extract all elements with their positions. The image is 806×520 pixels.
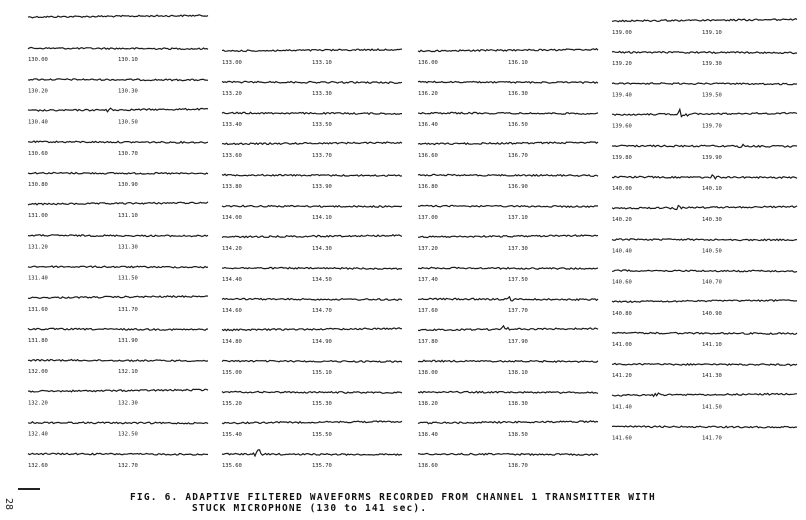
waveform-trace: [222, 112, 402, 128]
waveform-line: [222, 421, 402, 424]
trace-start-time: 136.20: [418, 91, 438, 97]
trace-end-time: 130.70: [118, 150, 138, 157]
trace-end-time: 134.70: [312, 308, 332, 314]
trace-end-time: 138.70: [508, 463, 528, 469]
waveform-line: [28, 453, 208, 455]
waveform-line: [222, 391, 402, 393]
trace-end-time: 134.30: [312, 246, 332, 252]
waveform-trace: [418, 112, 598, 128]
waveform-line: [418, 174, 598, 176]
trace-end-time: 136.30: [508, 91, 528, 97]
trace-start-time: 141.60: [612, 435, 632, 442]
trace-start-time: 136.80: [418, 184, 438, 190]
trace-end-time: 137.70: [508, 308, 528, 314]
trace-end-time: 130.10: [118, 57, 138, 64]
waveform-trace: [222, 81, 402, 97]
waveform-trace: [222, 360, 402, 376]
page-number: 28: [3, 498, 14, 511]
trace-start-time: 138.40: [418, 432, 438, 438]
waveform-trace: [222, 174, 402, 190]
waveform-trace: [222, 328, 402, 345]
waveform-line: [28, 47, 208, 49]
waveform-line: [222, 360, 402, 362]
trace-end-time: 132.10: [118, 369, 138, 376]
waveform-trace: [418, 267, 598, 283]
waveform-trace: [28, 15, 208, 18]
trace-start-time: 132.00: [28, 369, 48, 376]
waveform-trace: [418, 174, 598, 190]
trace-end-time: 137.90: [508, 339, 528, 345]
waveform-line: [28, 235, 208, 237]
trace-start-time: 134.00: [222, 215, 242, 221]
trace-end-time: 134.10: [312, 215, 332, 221]
waveform-panel-2: [222, 49, 402, 469]
trace-start-time: 139.20: [612, 61, 632, 68]
waveform-line: [222, 267, 402, 269]
waveform-trace: [222, 298, 402, 314]
waveform-line: [418, 297, 598, 301]
waveform-line: [418, 360, 598, 362]
trace-end-time: 137.50: [508, 277, 528, 283]
trace-end-time: 141.30: [702, 373, 722, 380]
waveform-line: [222, 205, 402, 207]
waveform-trace: [28, 172, 208, 188]
waveform-trace: [222, 391, 402, 407]
waveform-trace: [222, 267, 402, 283]
trace-end-time: 133.10: [312, 60, 332, 66]
waveform-line: [418, 49, 598, 52]
trace-start-time: 140.00: [612, 186, 632, 192]
trace-start-time: 138.20: [418, 401, 438, 407]
waveform-trace: [28, 422, 208, 438]
trace-end-time: 138.10: [508, 370, 528, 376]
waveform-line: [222, 174, 402, 176]
caption-line-1: FIG. 6. ADAPTIVE FILTERED WAVEFORMS RECORDED FROM CHANNEL 1 TRANSMITTER WITH: [130, 492, 656, 503]
trace-end-time: 135.70: [312, 463, 332, 469]
trace-end-time: 136.10: [508, 60, 528, 66]
trace-end-time: 140.10: [702, 186, 722, 192]
waveform-trace: [418, 421, 598, 438]
waveform-line: [28, 296, 208, 299]
trace-end-time: 137.10: [508, 215, 528, 221]
trace-start-time: 135.00: [222, 370, 242, 376]
waveform-line: [418, 453, 598, 455]
waveform-trace: [418, 205, 598, 221]
trace-end-time: 132.70: [118, 462, 138, 469]
trace-end-time: 131.90: [118, 338, 138, 344]
trace-start-time: 134.60: [222, 308, 242, 314]
waveform-trace: [418, 142, 598, 159]
trace-start-time: 139.40: [612, 92, 632, 99]
trace-end-time: 139.70: [702, 123, 722, 130]
waveform-panel-4: [612, 19, 797, 442]
waveform-line: [28, 266, 208, 268]
trace-start-time: 137.20: [418, 246, 438, 252]
trace-start-time: 136.40: [418, 122, 438, 128]
waveform-trace: [612, 19, 797, 36]
waveform-line: [222, 142, 402, 145]
waveform-trace: [28, 79, 208, 95]
waveform-line: [222, 49, 402, 52]
trace-start-time: 130.00: [28, 57, 48, 64]
trace-start-time: 133.00: [222, 60, 242, 66]
trace-end-time: 135.50: [312, 432, 332, 438]
waveform-line: [28, 360, 208, 362]
waveform-trace: [28, 141, 208, 157]
waveform-line: [418, 205, 598, 207]
waveform-line: [28, 389, 208, 392]
waveform-trace: [612, 206, 797, 224]
scale-bar: [18, 488, 40, 490]
waveform-trace: [28, 266, 208, 282]
trace-end-time: 137.30: [508, 246, 528, 252]
figure-caption: [130, 492, 656, 514]
waveform-trace: [612, 270, 797, 286]
waveform-trace: [612, 51, 797, 67]
waveform-line: [28, 172, 208, 174]
trace-end-time: 134.50: [312, 277, 332, 283]
trace-end-time: 138.50: [508, 432, 528, 438]
waveform-line: [612, 332, 797, 334]
waveform-line: [612, 206, 797, 210]
trace-start-time: 137.60: [418, 308, 438, 314]
trace-start-time: 135.20: [222, 401, 242, 407]
trace-start-time: 140.60: [612, 279, 632, 286]
trace-start-time: 141.20: [612, 373, 632, 380]
trace-end-time: 136.90: [508, 184, 528, 190]
waveform-line: [222, 112, 402, 114]
trace-start-time: 130.20: [28, 88, 48, 95]
trace-end-time: 139.30: [702, 61, 722, 68]
trace-end-time: 135.10: [312, 370, 332, 376]
trace-start-time: 133.20: [222, 91, 242, 97]
trace-end-time: 130.90: [118, 182, 138, 188]
trace-start-time: 140.20: [612, 217, 632, 224]
waveform-panel-1: [28, 15, 208, 482]
trace-end-time: 141.10: [702, 342, 722, 348]
trace-start-time: 133.80: [222, 184, 242, 190]
trace-end-time: 131.30: [118, 244, 138, 251]
waveform-line: [612, 393, 797, 396]
trace-start-time: 138.00: [418, 370, 438, 376]
trace-end-time: 136.50: [508, 122, 528, 128]
trace-start-time: 139.80: [612, 154, 632, 161]
waveform-trace: [222, 450, 402, 469]
waveform-trace: [418, 453, 598, 469]
waveform-trace: [418, 81, 598, 97]
waveform-trace: [418, 297, 598, 314]
trace-start-time: 137.80: [418, 339, 438, 345]
waveform-line: [418, 267, 598, 269]
trace-end-time: 141.70: [702, 435, 722, 442]
waveform-line: [28, 15, 208, 18]
waveform-trace: [418, 235, 598, 252]
waveform-trace: [612, 332, 797, 348]
trace-end-time: 132.30: [118, 400, 138, 407]
waveform-line: [612, 175, 797, 179]
trace-start-time: 131.00: [28, 213, 48, 220]
waveform-trace: [28, 108, 208, 125]
trace-start-time: 140.40: [612, 248, 632, 255]
waveform-trace: [28, 360, 208, 376]
waveform-line: [222, 450, 402, 456]
waveform-trace: [28, 235, 208, 251]
trace-end-time: 135.30: [312, 401, 332, 407]
waveform-trace: [222, 421, 402, 438]
trace-start-time: 131.20: [28, 244, 48, 251]
trace-start-time: 141.40: [612, 404, 632, 411]
waveform-line: [28, 202, 208, 205]
waveform-line: [612, 426, 797, 428]
waveform-trace: [612, 363, 797, 379]
waveform-trace: [612, 393, 797, 410]
waveform-line: [28, 328, 208, 330]
trace-end-time: 132.50: [118, 431, 138, 438]
trace-end-time: 140.90: [702, 310, 722, 317]
trace-end-time: 130.50: [118, 119, 138, 126]
waveform-trace: [418, 49, 598, 66]
waveform-line: [222, 328, 402, 331]
trace-start-time: 139.60: [612, 123, 632, 130]
trace-start-time: 139.00: [612, 30, 632, 36]
waveform-line: [612, 239, 797, 241]
trace-start-time: 131.80: [28, 338, 48, 344]
trace-start-time: 130.80: [28, 182, 48, 188]
waveform-line: [612, 270, 797, 272]
waveform-trace: [612, 239, 797, 255]
trace-end-time: 130.30: [118, 88, 138, 95]
waveform-line: [28, 79, 208, 81]
waveform-trace: [28, 453, 208, 469]
trace-start-time: 135.40: [222, 432, 242, 438]
trace-end-time: 139.90: [702, 154, 722, 161]
waveform-trace: [28, 328, 208, 344]
trace-start-time: 136.00: [418, 60, 438, 66]
trace-start-time: 130.40: [28, 119, 48, 126]
trace-start-time: 133.40: [222, 122, 242, 128]
waveform-trace: [612, 175, 797, 192]
trace-start-time: 137.00: [418, 215, 438, 221]
trace-start-time: 131.40: [28, 275, 48, 282]
waveform-line: [612, 109, 797, 116]
trace-start-time: 136.60: [418, 153, 438, 159]
trace-start-time: 135.60: [222, 463, 242, 469]
waveform-line: [612, 83, 797, 85]
waveform-trace: [418, 391, 598, 407]
trace-start-time: 134.20: [222, 246, 242, 252]
waveform-line: [418, 235, 598, 238]
waveform-trace: [222, 235, 402, 252]
trace-end-time: 131.70: [118, 306, 138, 313]
waveform-trace: [28, 296, 208, 313]
waveform-trace: [612, 83, 797, 99]
waveform-trace: [612, 144, 797, 160]
waveform-trace: [222, 142, 402, 159]
trace-end-time: 133.70: [312, 153, 332, 159]
trace-end-time: 131.50: [118, 275, 138, 282]
waveform-line: [418, 81, 598, 83]
trace-end-time: 140.30: [702, 217, 722, 224]
trace-end-time: 133.90: [312, 184, 332, 190]
waveform-line: [418, 326, 598, 331]
waveform-line: [612, 19, 797, 22]
waveform-line: [612, 51, 797, 53]
trace-start-time: 132.20: [28, 400, 48, 407]
waveform-line: [222, 235, 402, 238]
trace-end-time: 134.90: [312, 339, 332, 345]
trace-end-time: 131.10: [118, 213, 138, 220]
waveform-line: [612, 363, 797, 365]
trace-end-time: 139.50: [702, 92, 722, 99]
trace-end-time: 139.10: [702, 30, 722, 36]
trace-start-time: 133.60: [222, 153, 242, 159]
trace-start-time: 132.40: [28, 431, 48, 438]
waveform-line: [222, 81, 402, 83]
waveform-trace: [222, 205, 402, 221]
waveform-line: [28, 422, 208, 424]
waveform-line: [28, 108, 208, 112]
trace-start-time: 141.00: [612, 342, 632, 348]
waveform-trace: [612, 300, 797, 317]
waveform-line: [418, 421, 598, 424]
waveform-trace: [612, 109, 797, 129]
trace-start-time: 134.40: [222, 277, 242, 283]
trace-start-time: 140.80: [612, 310, 632, 317]
waveform-trace: [222, 49, 402, 66]
caption-line-2: STUCK MICROPHONE (130 to 141 sec).: [192, 503, 428, 514]
trace-start-time: 131.60: [28, 306, 48, 313]
trace-start-time: 138.60: [418, 463, 438, 469]
trace-end-time: 141.50: [702, 404, 722, 411]
trace-end-time: 133.30: [312, 91, 332, 97]
waveform-line: [418, 391, 598, 393]
trace-end-time: 140.70: [702, 279, 722, 286]
waveform-trace: [418, 360, 598, 376]
waveform-panel-3: [418, 49, 598, 469]
waveform-line: [612, 144, 797, 147]
trace-end-time: 133.50: [312, 122, 332, 128]
waveform-line: [612, 300, 797, 303]
waveform-line: [418, 142, 598, 145]
trace-end-time: 140.50: [702, 248, 722, 255]
trace-end-time: 136.70: [508, 153, 528, 159]
waveform-trace: [612, 426, 797, 442]
waveform-trace: [418, 326, 598, 345]
trace-start-time: 134.80: [222, 339, 242, 345]
trace-start-time: 132.60: [28, 462, 48, 469]
trace-start-time: 137.40: [418, 277, 438, 283]
waveform-line: [418, 112, 598, 114]
waveform-trace: [28, 202, 208, 219]
waveform-trace: [28, 47, 208, 63]
waveform-line: [222, 298, 402, 300]
waveform-trace: [28, 389, 208, 406]
trace-start-time: 130.60: [28, 150, 48, 157]
trace-end-time: 138.30: [508, 401, 528, 407]
waveform-line: [28, 141, 208, 143]
